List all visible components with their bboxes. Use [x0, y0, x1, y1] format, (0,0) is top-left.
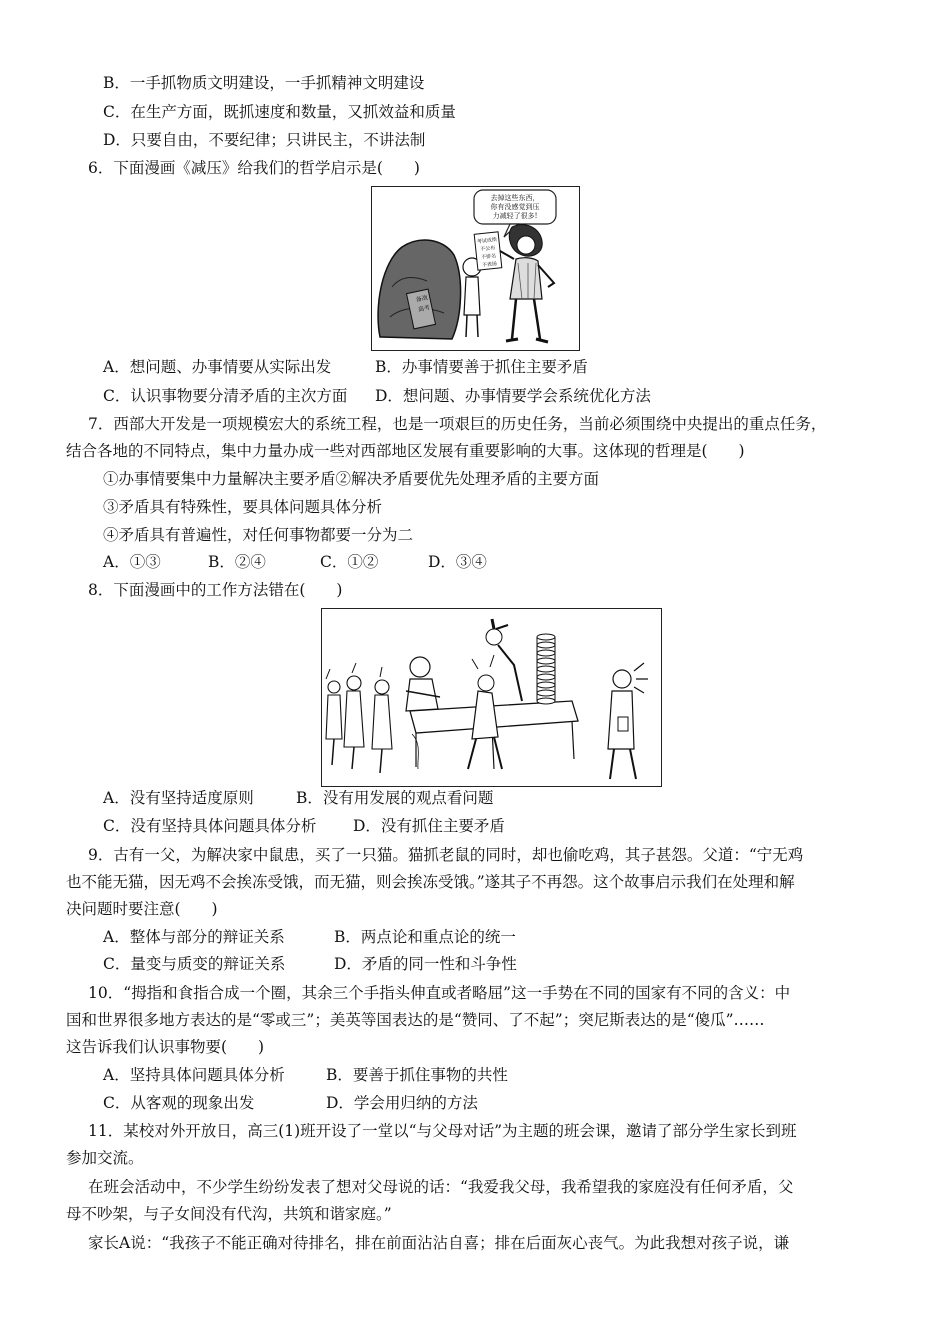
q6-option-d: D．想问题、办事情要学会系统优化方法 — [375, 387, 651, 405]
paper-line-1: 考试成绩 — [476, 237, 498, 246]
q10-line-2: 国和世界很多地方表达的是“零或三”；美英等国表达的是“赞同、了不起”；突尼斯表达的是“傻瓜”…… — [66, 1011, 765, 1029]
bubble-line-3: 力减轻了很多! — [492, 212, 538, 220]
q11-line-1: 11．某校对外开放日，高三(1)班开设了一堂以“与父母对话”为主题的班会课，邀请了部分学生家长到班 — [88, 1122, 797, 1140]
q5-option-d: D．只要自由，不要纪律；只讲民主，不讲法制 — [103, 131, 426, 149]
q7-item-4: ④矛盾具有普遍性，对任何事物都要一分为二 — [103, 526, 414, 544]
q9-option-d: D．矛盾的同一性和斗争性 — [334, 955, 517, 973]
bag-label-2: 高考 — [417, 304, 431, 314]
q6-option-a: A．想问题、办事情要从实际出发 — [103, 358, 332, 376]
bag-label-1: 备战 — [415, 294, 429, 304]
q10-option-d: D．学会用归纳的方法 — [326, 1094, 478, 1112]
paper-line-4: 不表扬 — [481, 261, 498, 269]
q9-line-2: 也不能无猫，因无鸡不会挨冻受饿，而无猫，则会挨冻受饿。”遂其子不再怨。这个故事启示我们在处理和解 — [66, 873, 795, 891]
q8-stem: 8．下面漫画中的工作方法错在( ) — [88, 581, 343, 599]
q9-line-1: 9．古有一父，为解决家中鼠患，买了一只猫。猫抓老鼠的同时，却也偷吃鸡，其子甚怨。父道：“宁无鸡 — [88, 846, 804, 864]
q8-option-b: B．没有用发展的观点看问题 — [296, 789, 494, 807]
q7-option-c: C．①② — [320, 553, 379, 571]
q10-option-c: C．从客观的现象出发 — [103, 1094, 255, 1112]
q7-option-d: D．③④ — [428, 553, 487, 571]
q7-item-1-2: ①办事情要集中力量解决主要矛盾②解决矛盾要优先处理矛盾的主要方面 — [103, 470, 600, 488]
q8-cartoon — [321, 608, 662, 787]
q6-stem: 6．下面漫画《减压》给我们的哲学启示是( ) — [88, 159, 420, 177]
q6-option-c: C．认识事物要分清矛盾的主次方面 — [103, 387, 348, 405]
q9-option-c: C．量变与质变的辩证关系 — [103, 955, 286, 973]
q5-option-c: C．在生产方面，既抓速度和数量，又抓效益和质量 — [103, 103, 456, 121]
q7-option-a: A．①③ — [103, 553, 161, 571]
q7-item-3: ③矛盾具有特殊性，要具体问题具体分析 — [103, 498, 383, 516]
q7-stem-line-2: 结合各地的不同特点，集中力量办成一些对西部地区发展有重要影响的大事。这体现的哲理是( ) — [66, 442, 745, 460]
q11-line-2: 参加交流。 — [66, 1149, 144, 1167]
q6-option-b: B．办事情要善于抓住主要矛盾 — [375, 358, 588, 376]
q10-option-a: A．坚持具体问题具体分析 — [103, 1066, 285, 1084]
q6-cartoon-reduce-pressure — [371, 186, 580, 351]
q5-option-b: B．一手抓物质文明建设，一手抓精神文明建设 — [103, 74, 425, 92]
q7-stem-line-1: 7．西部大开发是一项规模宏大的系统工程，也是一项艰巨的历史任务，当前必须围绕中央提出的重点任务， — [88, 415, 827, 433]
q8-option-a: A．没有坚持适度原则 — [103, 789, 254, 807]
q11-paragraph-1-line-2: 母不吵架，与子女间没有代沟，共筑和谐家庭。” — [66, 1205, 392, 1223]
q11-paragraph-1-line-1: 在班会活动中，不少学生纷纷发表了想对父母说的话：“我爱我父母，我希望我的家庭没有任何矛盾，父 — [88, 1178, 794, 1196]
q9-option-b: B．两点论和重点论的统一 — [334, 928, 516, 946]
q9-option-a: A．整体与部分的辩证关系 — [103, 928, 285, 946]
q7-option-b: B．②④ — [208, 553, 266, 571]
q10-line-1: 10．“拇指和食指合成一个圈，其余三个手指头伸直或者略屈”这一手势在不同的国家有不同的含义：中 — [88, 984, 791, 1002]
bubble-line-1: 去掉这些东西， — [490, 194, 540, 202]
paper-line-2: 不公布 — [480, 245, 496, 253]
bubble-line-2: 你有没感觉到压 — [490, 203, 540, 211]
q9-line-3: 决问题时要注意( ) — [66, 900, 218, 918]
q10-option-b: B．要善于抓住事物的共性 — [326, 1066, 508, 1084]
q8-option-d: D．没有抓住主要矛盾 — [353, 817, 505, 835]
paper-line-3: 不排名 — [480, 253, 497, 261]
q8-option-c: C．没有坚持具体问题具体分析 — [103, 817, 317, 835]
q10-line-3: 这告诉我们认识事物要( ) — [66, 1038, 265, 1056]
q11-paragraph-2: 家长A说：“我孩子不能正确对待排名，排在前面沾沾自喜；排在后面灰心丧气。为此我想对孩子说，谦 — [88, 1234, 790, 1252]
